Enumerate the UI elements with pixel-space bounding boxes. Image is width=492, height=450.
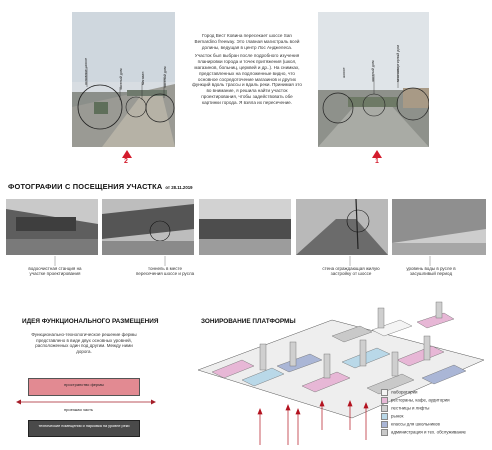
- visit-photo-4-image: [296, 199, 388, 255]
- zoning-title: ЗОНИРОВАНИЕ ПЛАТФОРМЫ: [201, 318, 296, 325]
- legend-label: лестницы и лифты: [391, 405, 430, 411]
- visit-caption-4: уровень воды в русле в засушливый период: [406, 266, 456, 277]
- legend-label: лаборатории: [391, 389, 418, 395]
- visit-caption-2: тоннель в месте пересечения шоссе и русла: [135, 266, 195, 277]
- site-description-p1: Город Вест Ковина пересекает шоссе San Bernardino freeway. Это главная магистраль всей долины, ведущая в центр Лос Анджелеса.: [194, 33, 300, 50]
- photo-2-label-3: магазин: [141, 71, 145, 85]
- visit-photo-2-image: [102, 199, 194, 255]
- photo-2-label-4: частный дом: [163, 66, 167, 88]
- site-visit-date: от 28.11.2019: [165, 185, 193, 190]
- legend-label: рестораны, кафе, аудитории: [391, 397, 450, 403]
- legend-item-classes: [381, 421, 440, 427]
- farm-space-label: пространство фермы: [64, 382, 104, 387]
- legend-label: администрация и тех. обслуживание: [391, 429, 466, 435]
- photo-1-label-3: многоквартирный дом: [396, 45, 400, 82]
- marker-2-label: 2: [124, 158, 128, 165]
- legend-item-stairs: [381, 405, 429, 411]
- legend-swatch: [381, 389, 388, 396]
- visit-photo-1: [6, 199, 98, 255]
- legend-item-labs: [381, 389, 418, 395]
- visit-caption-3: стена ограждающая жилую застройку от шоссе: [322, 266, 380, 277]
- idea-text: Функционально-технологическое решение фермы представлено в виде двух основных уровней, расположенных один под другим. Между ними дорога.: [31, 332, 137, 354]
- legend-item-admin: [381, 429, 466, 435]
- visit-photo-4: [296, 199, 388, 255]
- road-label: проезжая часть: [64, 407, 93, 412]
- idea-title: ИДЕЯ ФУНКЦИОНАЛЬНОГО РАЗМЕЩЕНИЯ: [22, 318, 159, 325]
- legend-swatch: [381, 405, 388, 412]
- photo-1-label-2: частный дом: [371, 60, 375, 82]
- site-visit-title-text: ФОТОГРАФИИ С ПОСЕЩЕНИЯ УЧАСТКА: [8, 182, 163, 191]
- legend-label: классы для школьников: [391, 421, 440, 427]
- visit-photo-2: [102, 199, 194, 255]
- legend-swatch: [381, 421, 388, 428]
- zoning-axonometric-drawing: [192, 300, 492, 450]
- marker-1-label: 1: [375, 158, 379, 165]
- site-description: [192, 33, 302, 109]
- photo-1-label-1: шоссе: [342, 67, 346, 78]
- legend-label: рынок: [391, 413, 404, 419]
- legend-item-market: [381, 413, 403, 419]
- photo-2-label-1: основное шоссе: [84, 57, 88, 85]
- visit-photo-3: [199, 199, 291, 255]
- visit-photo-1-image: [6, 199, 98, 255]
- site-visit-title: [8, 182, 193, 191]
- legend-swatch: [381, 413, 388, 420]
- visit-photo-3-image: [199, 199, 291, 255]
- visit-photo-5: [392, 199, 486, 255]
- legend-swatch: [381, 429, 388, 436]
- farm-space-box: [28, 378, 140, 396]
- legend-item-restaurants: [381, 397, 450, 403]
- visit-photo-5-image: [392, 199, 486, 255]
- visit-caption-1: водоочистная станция на участке проектирования: [28, 266, 82, 277]
- site-description-p2: Участок был выбран после подробного изучения планировки города и точек притяжения (школ, магазинов, больниц, церквей и др..). На снимках, представленных на подложенные видно, что основное сосредоточение магазинов и других функций вдоль трассы и вдаль реки. Принимая это во внимание, я решила найти участок проектирования, чтобы задействовать обе картинки города. Я взяла их пересечение.: [192, 53, 302, 105]
- legend-swatch: [381, 397, 388, 404]
- technical-box-label: технические помещения и парковка на уровне реки: [38, 423, 130, 428]
- technical-box: [28, 420, 140, 437]
- photo-2-label-2: частный дом: [119, 68, 123, 90]
- road-arrow: [16, 398, 156, 406]
